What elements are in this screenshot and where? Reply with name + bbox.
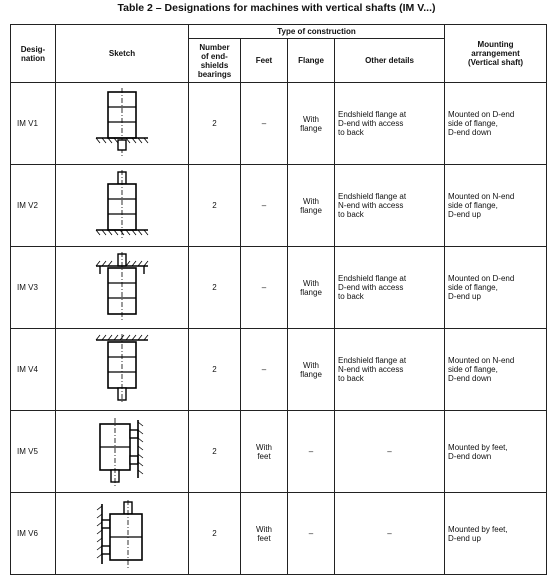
cell-other-details: Endshield flange at N-end with access to back <box>335 165 445 247</box>
cell-bearings: 2 <box>189 411 241 493</box>
cell-mounting: Mounted by feet, D-end down <box>445 411 547 493</box>
header-mounting: Mounting arrangement (Vertical shaft) <box>445 25 547 83</box>
cell-other-details: Endshield flange at D-end with access to back <box>335 247 445 329</box>
cell-sketch <box>56 493 189 575</box>
vertical-motor-flange-bottom-shaft-down-icon <box>90 88 154 160</box>
cell-bearings: 2 <box>189 493 241 575</box>
cell-flange: With flange <box>288 329 335 411</box>
cell-designation: IM V2 <box>11 165 56 247</box>
header-bearings: Number of end- shields bearings <box>189 39 241 83</box>
cell-flange: With flange <box>288 165 335 247</box>
table-row <box>11 329 547 411</box>
vertical-motor-flange-top-shaft-down-icon <box>90 334 154 406</box>
cell-bearings: 2 <box>189 83 241 165</box>
header-sketch: Sketch <box>56 25 189 83</box>
cell-designation: IM V5 <box>11 411 56 493</box>
cell-sketch <box>56 165 189 247</box>
cell-feet: With feet <box>241 493 288 575</box>
cell-designation: IM V4 <box>11 329 56 411</box>
cell-feet: – <box>241 329 288 411</box>
cell-bearings: 2 <box>189 329 241 411</box>
cell-other-details: Endshield flange at D-end with access to back <box>335 83 445 165</box>
table-row <box>11 493 547 575</box>
cell-flange: – <box>288 493 335 575</box>
table-row <box>11 411 547 493</box>
cell-mounting: Mounted by feet, D-end up <box>445 493 547 575</box>
cell-sketch <box>56 247 189 329</box>
header-designation: Desig- nation <box>11 25 56 83</box>
cell-feet: – <box>241 83 288 165</box>
cell-bearings: 2 <box>189 165 241 247</box>
cell-sketch <box>56 83 189 165</box>
cell-feet: With feet <box>241 411 288 493</box>
vertical-motor-feet-wall-shaft-up-icon <box>90 498 154 570</box>
cell-sketch <box>56 329 189 411</box>
cell-mounting: Mounted on D-end side of flange, D-end up <box>445 247 547 329</box>
vertical-motor-feet-wall-shaft-down-icon <box>90 416 154 488</box>
cell-mounting: Mounted on N-end side of flange, D-end down <box>445 329 547 411</box>
vertical-motor-flange-bottom-shaft-up-icon <box>90 170 154 242</box>
header-feet: Feet <box>241 39 288 83</box>
cell-feet: – <box>241 247 288 329</box>
cell-flange: With flange <box>288 83 335 165</box>
table-row <box>11 83 547 165</box>
table-row <box>11 165 547 247</box>
cell-other-details: Endshield flange at N-end with access to back <box>335 329 445 411</box>
header-type-of-construction: Type of construction <box>189 25 445 39</box>
cell-mounting: Mounted on N-end side of flange, D-end up <box>445 165 547 247</box>
cell-flange: With flange <box>288 247 335 329</box>
cell-designation: IM V6 <box>11 493 56 575</box>
vertical-motor-flange-top-shaft-up-icon <box>90 252 154 324</box>
cell-designation: IM V3 <box>11 247 56 329</box>
table-title: Table 2 – Designations for machines with vertical shafts (IM V...) <box>117 2 436 14</box>
header-other-details: Other details <box>335 39 445 83</box>
header-flange: Flange <box>288 39 335 83</box>
cell-sketch <box>56 411 189 493</box>
designations-table <box>10 24 547 575</box>
cell-feet: – <box>241 165 288 247</box>
cell-bearings: 2 <box>189 247 241 329</box>
cell-mounting: Mounted on D-end side of flange, D-end down <box>445 83 547 165</box>
cell-flange: – <box>288 411 335 493</box>
cell-designation: IM V1 <box>11 83 56 165</box>
table-row <box>11 247 547 329</box>
cell-other-details: – <box>335 411 445 493</box>
cell-other-details: – <box>335 493 445 575</box>
